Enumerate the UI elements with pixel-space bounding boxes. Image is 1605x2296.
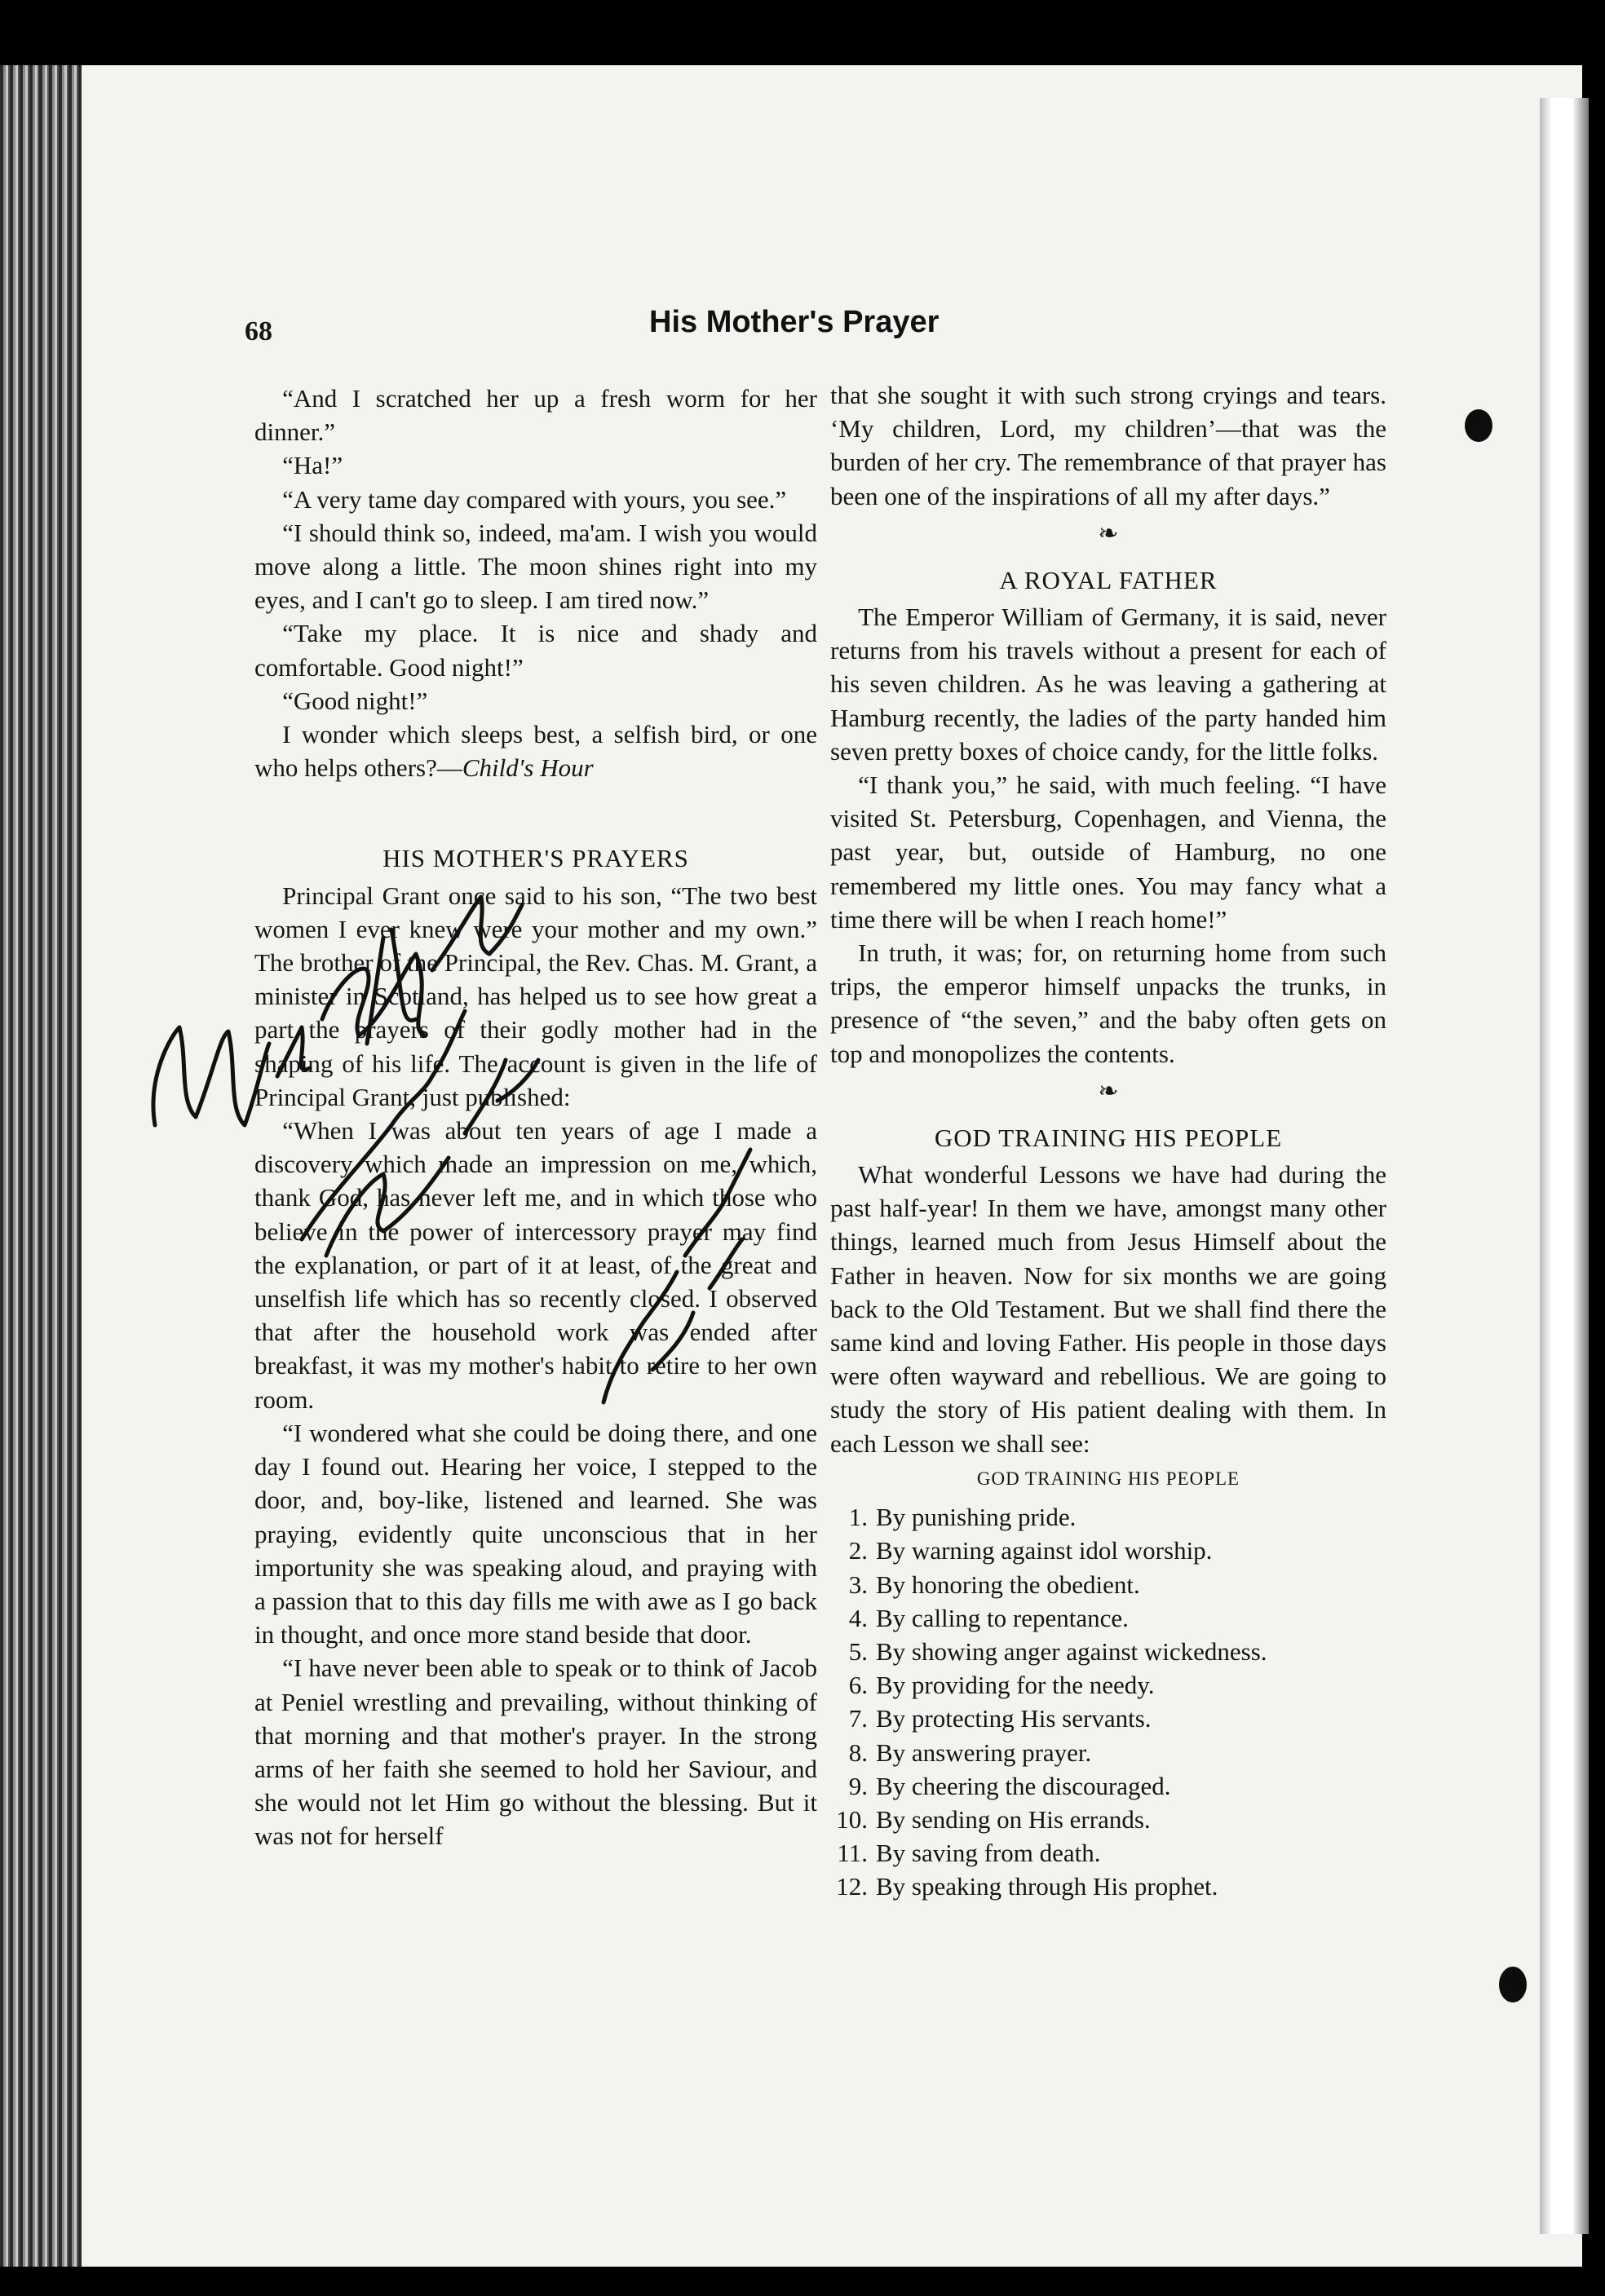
paragraph: “Good night!” bbox=[282, 686, 428, 715]
list-text: By providing for the needy. bbox=[876, 1671, 1155, 1700]
paragraph: “Take my place. It is nice and shady and comfortable. Good night!” bbox=[254, 619, 817, 682]
lesson-list bbox=[830, 1500, 1386, 1903]
list-item bbox=[830, 1568, 1386, 1601]
paragraph: “When I was about ten years of age I made a discovery which made an impression on me, which, thank God, has never left me, and in which those who believe in the power of intercessory prayer may find the explanation, or part of it at least, of the great and unselfish life which has so recently closed. I observed that after the household work was ended after breakfast, it was my mother's habit to retire to her own room. bbox=[254, 1116, 817, 1414]
paragraph: “I wondered what she could be doing there, and one day I found out. Hearing her voice, I stepped to the door, and, boy-like, listened and learned. She was praying, evidently quite unconscious that in her importunity she was speaking aloud, and praying with a passion that to this day fills me with awe as I go back in thought, and once more stand beside that door. bbox=[254, 1418, 817, 1649]
running-title: His Mother's Prayer bbox=[649, 305, 940, 339]
paragraph: that she sought it with such strong cryings and tears. ‘My children, Lord, my children’—that was the burden of her cry. The remembrance of that prayer has been one of the inspirations of all my after days.” bbox=[830, 381, 1386, 510]
list-number: 10. bbox=[836, 1804, 868, 1834]
paragraph: “I should think so, indeed, ma'am. I wish you would move along a little. The moon shines right into my eyes, and I can't go to sleep. I am tired now.” bbox=[254, 518, 817, 615]
list-number: 7. bbox=[848, 1704, 868, 1733]
list-item bbox=[830, 1836, 1386, 1870]
list-item bbox=[830, 1769, 1386, 1803]
book-spine bbox=[0, 65, 82, 2267]
section-heading: A ROYAL FATHER bbox=[999, 565, 1218, 594]
list-text: By cheering the discouraged. bbox=[876, 1771, 1171, 1800]
paragraph: “I thank you,” he said, with much feeling. “I have visited St. Petersburg, Copenhagen, and Vienna, the past year, but, outside of Hamburg, no one remembered my little ones. You may fancy what a time there will be when I reach home!” bbox=[830, 770, 1386, 934]
list-number: 12. bbox=[836, 1872, 868, 1901]
list-number: 2. bbox=[848, 1536, 868, 1565]
list-number: 8. bbox=[848, 1737, 868, 1767]
page-number: 68 bbox=[245, 316, 272, 347]
list-number: 6. bbox=[848, 1671, 868, 1700]
list-number: 3. bbox=[848, 1570, 868, 1599]
list-item bbox=[830, 1601, 1386, 1635]
list-item bbox=[830, 1668, 1386, 1702]
paragraph: The Emperor William of Germany, it is said, never returns from his travels without a present for each of his seven children. As he was leaving a gathering at Hamburg recently, the ladies of the party handed him seven pretty boxes of choice candy, for the little folks. bbox=[830, 603, 1386, 766]
paragraph: “I have never been able to speak or to think of Jacob at Peniel wrestling and prevailing, without thinking of that morning and that mother's prayer. In the strong arms of her faith she seemed to hold her Saviour, and she would not let Him go without the blessing. But it was not for herself bbox=[254, 1654, 817, 1851]
list-text: By protecting His servants. bbox=[876, 1704, 1152, 1733]
list-number: 1. bbox=[848, 1503, 868, 1532]
list-text: By saving from death. bbox=[876, 1839, 1101, 1868]
list-number: 11. bbox=[837, 1839, 868, 1868]
section-heading: HIS MOTHER'S PRAYERS bbox=[382, 844, 689, 873]
list-number: 5. bbox=[848, 1636, 868, 1666]
right-column bbox=[830, 378, 1386, 1904]
spacer bbox=[254, 784, 817, 830]
list-item bbox=[830, 1500, 1386, 1534]
page-edge bbox=[1540, 98, 1589, 2234]
binding-hole-bottom bbox=[1499, 1967, 1527, 2002]
list-text: By punishing pride. bbox=[876, 1503, 1077, 1532]
list-heading: GOD TRAINING HIS PEOPLE bbox=[976, 1468, 1240, 1489]
list-text: By calling to repentance. bbox=[876, 1603, 1129, 1632]
paragraph: What wonderful Lessons we have had during the past half-year! In them we have, amongst many other things, learned much from Jesus Himself about the Father in heaven. Now for six months we are going back to the Old Testament. But we shall find there the same kind and loving Father. His people in those days were often wayward and rebellious. We are going to study the story of His patient dealing with them. In each Lesson we shall see: bbox=[830, 1160, 1386, 1458]
list-text: By sending on His errands. bbox=[876, 1804, 1151, 1834]
list-item bbox=[830, 1870, 1386, 1903]
list-number: 4. bbox=[848, 1603, 868, 1632]
leaf-ornament-icon: ❧ bbox=[1098, 519, 1119, 547]
paragraph: “A very tame day compared with yours, you see.” bbox=[282, 484, 787, 514]
paragraph bbox=[254, 718, 817, 784]
list-text: By showing anger against wickedness. bbox=[876, 1636, 1267, 1666]
paragraph: In truth, it was; for, on returning home from such trips, the emperor himself unpacks the trunks, in presence of “the seven,” and the baby often gets on top and monopolizes the contents. bbox=[830, 938, 1386, 1068]
list-item bbox=[830, 1635, 1386, 1668]
paragraph: “And I scratched her up a fresh worm for her dinner.” bbox=[254, 384, 817, 447]
list-text: By answering prayer. bbox=[876, 1737, 1092, 1767]
paragraph: Principal Grant once said to his son, “The two best women I ever knew were your mother and my own.” The brother of the Principal, the Rev. Chas. M. Grant, a minister in Scotland, has helped us to see how great a part the prayers of their godly mother had in the shaping of his life. The account is given in the life of Principal Grant, just published: bbox=[254, 881, 817, 1111]
leaf-ornament-icon: ❧ bbox=[1098, 1077, 1119, 1105]
section-heading: GOD TRAINING HIS PEOPLE bbox=[934, 1123, 1283, 1152]
list-item bbox=[830, 1702, 1386, 1735]
list-text: By speaking through His prophet. bbox=[876, 1872, 1218, 1901]
list-item bbox=[830, 1736, 1386, 1769]
list-number: 9. bbox=[848, 1771, 868, 1800]
paragraph-text: I wonder which sleeps best, a selfish bird, or one who helps others?— bbox=[254, 720, 817, 783]
source-citation: Child's Hour bbox=[462, 753, 594, 783]
list-text: By warning against idol worship. bbox=[876, 1536, 1213, 1565]
list-item bbox=[830, 1534, 1386, 1567]
binding-hole-top bbox=[1465, 409, 1492, 442]
list-text: By honoring the obedient. bbox=[876, 1570, 1140, 1599]
paragraph: “Ha!” bbox=[282, 451, 343, 480]
list-item bbox=[830, 1803, 1386, 1836]
left-column bbox=[254, 382, 817, 1853]
